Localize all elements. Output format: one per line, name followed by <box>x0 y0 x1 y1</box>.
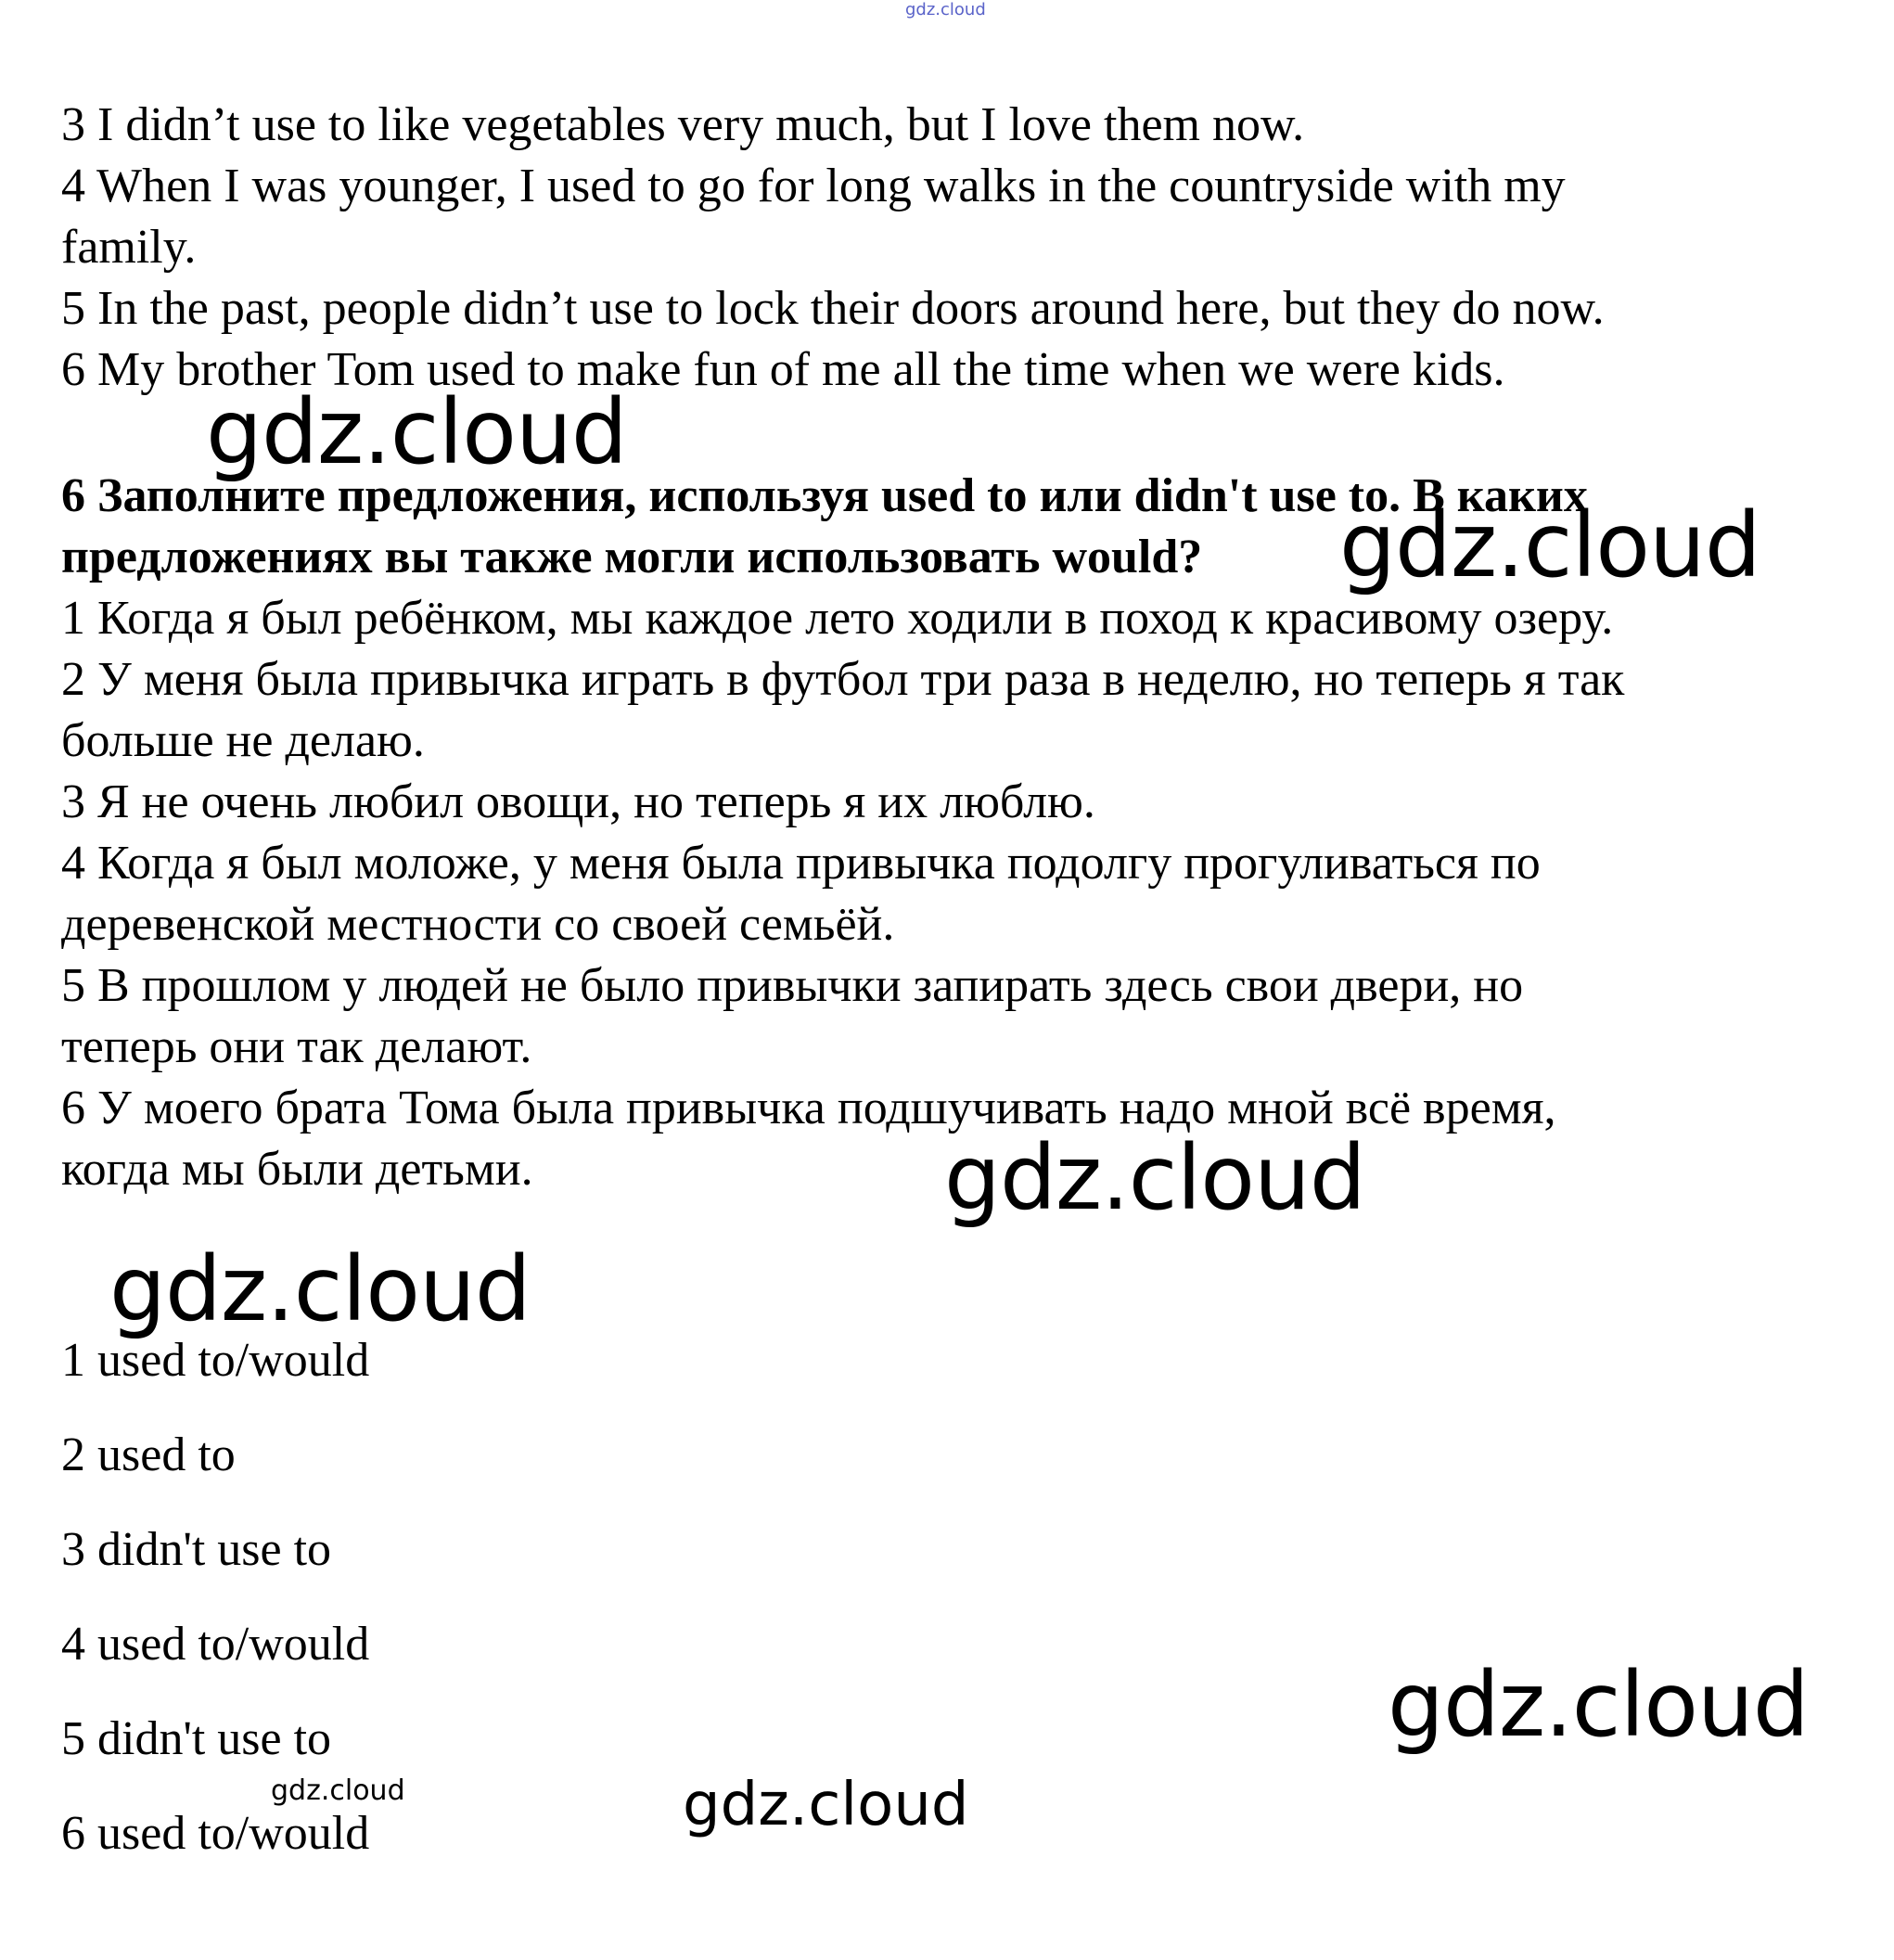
watermark: gdz.cloud <box>1339 493 1760 597</box>
english-sentence: 4 When I was younger, I used to go for long walks in the countryside with my <box>61 160 1566 212</box>
english-sentence: family. <box>61 221 197 274</box>
russian-sentence: больше не делаю. <box>61 714 425 767</box>
russian-sentence: 5 В прошлом у людей не было привычки запирать здесь свои двери, но <box>61 959 1524 1012</box>
watermark: gdz.cloud <box>683 1771 969 1839</box>
english-sentence: 6 My brother Tom used to make fun of me all the time when we were kids. <box>61 343 1505 396</box>
watermark-top: gdz.cloud <box>905 0 986 19</box>
russian-sentence: когда мы были детьми. <box>61 1143 533 1196</box>
russian-sentence: 4 Когда я был моложе, у меня была привычка подолгу прогуливаться по <box>61 837 1541 890</box>
task-heading: 6 Заполните предложения, используя used to или didn't use to. В каких <box>61 469 1588 522</box>
russian-sentence: 6 У моего брата Тома была привычка подшучивать надо мной всё время, <box>61 1082 1556 1134</box>
answer-item: 2 used to <box>61 1428 236 1481</box>
answer-item: 5 didn't use to <box>61 1712 332 1765</box>
watermark: gdz.cloud <box>271 1774 405 1807</box>
answer-item: 1 used to/would <box>61 1334 370 1387</box>
answer-item: 6 used to/would <box>61 1807 370 1860</box>
russian-sentence: 3 Я не очень любил овощи, но теперь я их люблю. <box>61 775 1095 828</box>
english-sentence: 5 In the past, people didn’t use to lock their doors around here, but they do now. <box>61 282 1605 335</box>
watermark: gdz.cloud <box>206 380 627 484</box>
russian-sentence: 1 Когда я был ребёнком, мы каждое лето ходили в поход к красивому озеру. <box>61 592 1614 645</box>
task-heading: предложениях вы также могли использовать would? <box>61 531 1203 583</box>
watermark: gdz.cloud <box>1388 1653 1809 1757</box>
russian-sentence: теперь они так делают. <box>61 1020 532 1073</box>
answer-item: 4 used to/would <box>61 1618 370 1671</box>
english-sentence: 3 I didn’t use to like vegetables very much, but I love them now. <box>61 98 1305 151</box>
russian-sentence: деревенской местности со своей семьёй. <box>61 898 895 951</box>
watermark: gdz.cloud <box>109 1237 531 1341</box>
answer-item: 3 didn't use to <box>61 1523 332 1576</box>
watermark: gdz.cloud <box>944 1126 1365 1230</box>
russian-sentence: 2 У меня была привычка играть в футбол три раза в неделю, но теперь я так <box>61 653 1625 706</box>
